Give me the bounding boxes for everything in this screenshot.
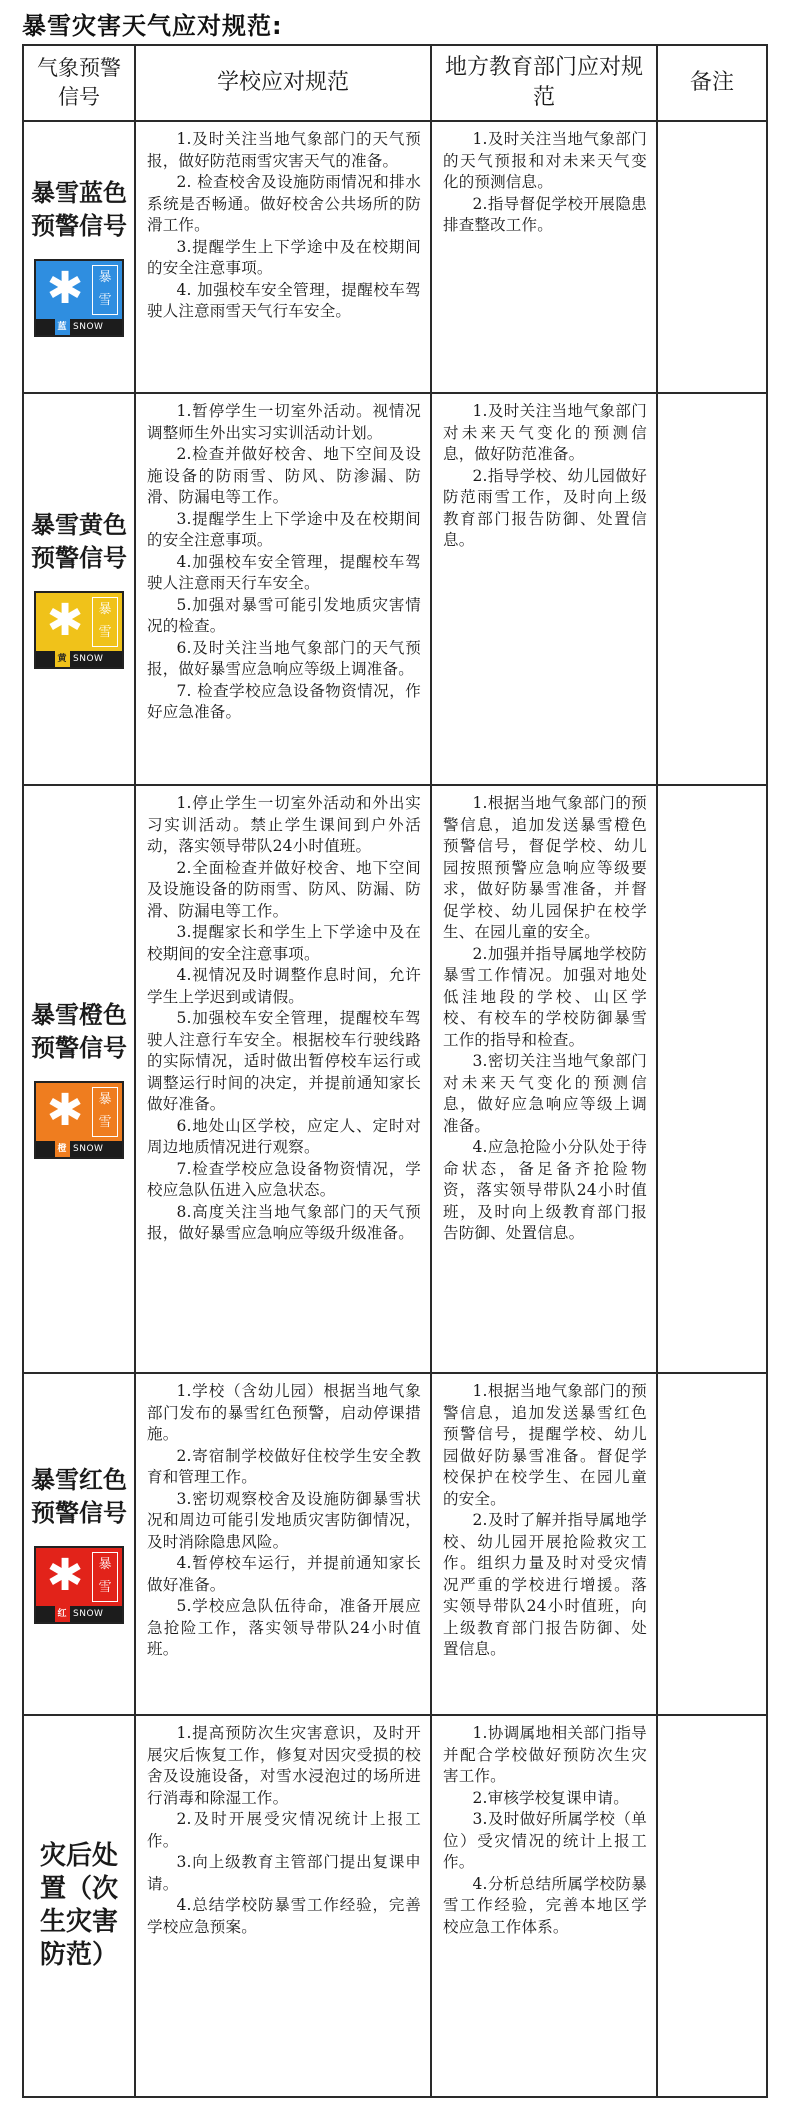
measure-item: 7.检查学校应急设备物资情况，学校应急队伍进入应急状态。 xyxy=(147,1159,421,1199)
measure-item: 6.及时关注当地气象部门的天气预报，做好暴雪应急响应等级上调准备。 xyxy=(147,638,421,678)
note-cell xyxy=(657,393,767,785)
measure-item: 4. 加强校车安全管理，提醒校车驾驶人注意雨雪天气行车安全。 xyxy=(147,280,421,320)
measure-item: 2.加强并指导属地学校防暴雪工作情况。加强对地处低洼地段的学校、山区学校、有校车的学校防御暴雪工作的指导和检查。 xyxy=(443,944,647,1049)
note-cell xyxy=(657,785,767,1373)
table-row xyxy=(23,121,767,393)
measure-item: 6.地处山区学校，应定人、定时对周边地质情况进行观察。 xyxy=(147,1116,421,1156)
measure-item: 4.暂停校车运行，并提前通知家长做好准备。 xyxy=(147,1554,421,1594)
measure-item: 2.指导督促学校开展隐患排查整改工作。 xyxy=(443,194,647,234)
note-cell xyxy=(657,1373,767,1715)
measure-item: 2.审核学校复课申请。 xyxy=(472,1788,629,1807)
badge-level: 红 xyxy=(55,1606,71,1622)
measure-item: 3.密切观察校舍及设施防御暴雪状况和周边可能引发地质灾害防御情况，及时消除隐患风险。 xyxy=(147,1489,421,1551)
table-row xyxy=(23,1715,767,2097)
measure-item: 2.检查并做好校舍、地下空间及设施设备的防雨雪、防风、防渗漏、防滑、防漏电等工作。 xyxy=(147,445,421,506)
education-measures-cell xyxy=(431,121,657,393)
warning-badge xyxy=(34,1546,124,1635)
snowflake-icon: ✱ xyxy=(46,1550,84,1601)
header-signal xyxy=(23,45,135,121)
warning-badge xyxy=(34,591,124,680)
school-measures-cell xyxy=(135,121,431,393)
measure-item: 1.及时关注当地气象部门的天气预报，做好防范雨雪灾害天气的准备。 xyxy=(147,130,421,170)
badge-caption-band xyxy=(36,651,122,680)
header-note-text: 备注 xyxy=(689,70,734,95)
measure-item: 1.提高预防次生灾害意识，及时开展灾后恢复工作，修复对因灾受损的校舍及设施设备，对雪水浸泡过的场所进行消毒和除湿工作。 xyxy=(147,1724,421,1807)
table-row xyxy=(23,1373,767,1715)
measure-item: 3.密切关注当地气象部门对未来天气变化的预测信息，做好应急响应等级上调准备。 xyxy=(443,1052,647,1135)
measure-item: 2.及时开展受灾情况统计上报工作。 xyxy=(147,1810,421,1850)
signal-name: 暴雪橙色预警信号 xyxy=(31,1001,127,1062)
table-row xyxy=(23,393,767,785)
measure-item: 3.及时做好所属学校（单位）受灾情况的统计上报工作。 xyxy=(443,1810,647,1871)
signal-cell xyxy=(23,785,135,1373)
measure-item: 1.根据当地气象部门的预警信息，追加发送暴雪红色预警信号，提醒学校、幼儿园做好防暴雪准备。督促学校保护在校学生、在园儿童的安全。 xyxy=(443,1382,647,1508)
signal-cell xyxy=(23,393,135,785)
measure-item: 4.总结学校防暴雪工作经验，完善学校应急预案。 xyxy=(147,1896,421,1936)
measure-item: 3.提醒学生上下学途中及在校期间的安全注意事项。 xyxy=(147,237,421,277)
measure-item: 1.停止学生一切室外活动和外出实习实训活动。禁止学生课间到户外活动，落实领导带队24小时值班。 xyxy=(147,794,421,855)
badge-level: 黄 xyxy=(55,651,71,667)
measure-item: 1.及时关注当地气象部门对未来天气变化的预测信息，做好防范准备。 xyxy=(443,402,647,463)
education-measures-cell xyxy=(431,1715,657,2097)
measure-item: 1.暂停学生一切室外活动。视情况调整师生外出实习实训活动计划。 xyxy=(147,402,421,442)
measure-item: 1.根据当地气象部门的预警信息，追加发送暴雪橙色预警信号，督促学校、幼儿园按照预警应急响应等级要求，做好防暴雪准备，并督促学校、幼儿园保护在校学生、在园儿童的安全。 xyxy=(443,794,647,941)
measure-item: 4.应急抢险小分队处于待命状态，备足备齐抢险物资，落实领导带队24小时值班，及时向上级教育部门报告防御、处置信息。 xyxy=(443,1138,647,1242)
table-row xyxy=(23,785,767,1373)
note-cell xyxy=(657,1715,767,2097)
measure-item: 3.提醒家长和学生上下学途中及在校期间的安全注意事项。 xyxy=(147,923,421,963)
signal-name: 灾后处置（次生灾害防范） xyxy=(39,1841,118,1970)
badge-caption-band xyxy=(36,1606,122,1635)
badge-level: 蓝 xyxy=(55,319,71,335)
header-education xyxy=(431,45,657,121)
school-measures-cell xyxy=(135,1373,431,1715)
school-measures-cell xyxy=(135,393,431,785)
snowflake-icon: ✱ xyxy=(46,263,84,314)
snowflake-icon: ✱ xyxy=(46,1085,84,1136)
school-measures-cell xyxy=(135,1715,431,2097)
signal-name: 暴雪蓝色预警信号 xyxy=(31,179,127,240)
header-signal-text: 气象预警信号 xyxy=(37,56,121,109)
header-school-text: 学校应对规范 xyxy=(216,70,349,95)
measure-item: 5.加强校车安全管理，提醒校车驾驶人注意行车安全。根据校车行驶线路的实际情况，适时做出暂停校车运行或调整运行时间的决定，并提前通知家长做好准备。 xyxy=(147,1009,421,1113)
measure-item: 3.提醒学生上下学途中及在校期间的安全注意事项。 xyxy=(147,509,421,549)
education-measures-cell xyxy=(431,785,657,1373)
snowflake-icon: ✱ xyxy=(46,595,84,646)
measure-item: 5.加强对暴雪可能引发地质灾害情况的检查。 xyxy=(147,595,421,635)
document-title: 暴雪灾害天气应对规范: xyxy=(22,12,283,40)
badge-glyph: 暴雪 xyxy=(92,1087,118,1137)
measure-item: 2.寄宿制学校做好住校学生安全教育和管理工作。 xyxy=(147,1446,421,1486)
school-measures-cell xyxy=(135,785,431,1373)
measure-item: 1.协调属地相关部门指导并配合学校做好预防次生灾害工作。 xyxy=(443,1724,647,1785)
header-row xyxy=(23,45,767,121)
badge-caption-band xyxy=(36,319,122,348)
measure-item: 2. 检查校舍及设施防雨情况和排水系统是否畅通。做好校舍公共场所的防滑工作。 xyxy=(147,173,421,234)
badge-caption-band xyxy=(36,1141,122,1170)
badge-glyph: 暴雪 xyxy=(92,265,118,315)
snowstorm-response-table xyxy=(22,44,768,2098)
education-measures-cell xyxy=(431,1373,657,1715)
measure-item: 2.指导学校、幼儿园做好防范雨雪工作，及时向上级教育部门报告防御、处置信息。 xyxy=(443,466,647,549)
badge-level: 橙 xyxy=(55,1141,71,1157)
measure-item: 8.高度关注当地气象部门的天气预报，做好暴雪应急响应等级升级准备。 xyxy=(147,1202,421,1242)
warning-badge xyxy=(34,1081,124,1170)
signal-cell xyxy=(23,121,135,393)
badge-caption: SNOW STORM xyxy=(61,322,104,348)
badge-glyph: 暴雪 xyxy=(92,597,118,647)
measure-item: 5.学校应急队伍待命，准备开展应急抢险工作，落实领导带队24小时值班。 xyxy=(147,1597,421,1658)
badge-glyph: 暴雪 xyxy=(92,1552,118,1602)
signal-cell xyxy=(23,1373,135,1715)
note-cell xyxy=(657,121,767,393)
signal-name: 暴雪黄色预警信号 xyxy=(31,511,127,572)
measure-item: 2.及时了解并指导属地学校、幼儿园开展抢险救灾工作。组织力量及时对受灾情况严重的学校进行增援。落实领导带队24小时值班，向上级教育部门报告防御、处置信息。 xyxy=(443,1511,647,1658)
measure-item: 7. 检查学校应急设备物资情况，作好应急准备。 xyxy=(147,681,421,721)
badge-caption: SNOW STORM xyxy=(61,654,104,680)
measure-item: 1.及时关注当地气象部门的天气预报和对未来天气变化的预测信息。 xyxy=(443,130,647,191)
measure-item: 1.学校（含幼儿园）根据当地气象部门发布的暴雪红色预警，启动停课措施。 xyxy=(147,1382,421,1443)
header-school xyxy=(135,45,431,121)
signal-cell xyxy=(23,1715,135,2097)
signal-name: 暴雪红色预警信号 xyxy=(31,1466,127,1527)
measure-item: 4.分析总结所属学校防暴雪工作经验，完善本地区学校应急工作体系。 xyxy=(443,1874,647,1936)
measure-item: 4.视情况及时调整作息时间，允许学生上学迟到或请假。 xyxy=(147,966,421,1006)
badge-caption: SNOW STORM xyxy=(61,1144,104,1170)
measure-item: 4.加强校车安全管理，提醒校车驾驶人注意雨天行车安全。 xyxy=(147,552,421,592)
header-note xyxy=(657,45,767,121)
header-education-text: 地方教育部门应对规范 xyxy=(444,55,643,110)
measure-item: 2.全面检查并做好校舍、地下空间及设施设备的防雨雪、防风、防漏、防滑、防漏电等工作。 xyxy=(147,858,421,920)
measure-item: 3.向上级教育主管部门提出复课申请。 xyxy=(147,1853,421,1893)
warning-badge xyxy=(34,259,124,348)
badge-caption: SNOW STORM xyxy=(61,1609,104,1635)
education-measures-cell xyxy=(431,393,657,785)
